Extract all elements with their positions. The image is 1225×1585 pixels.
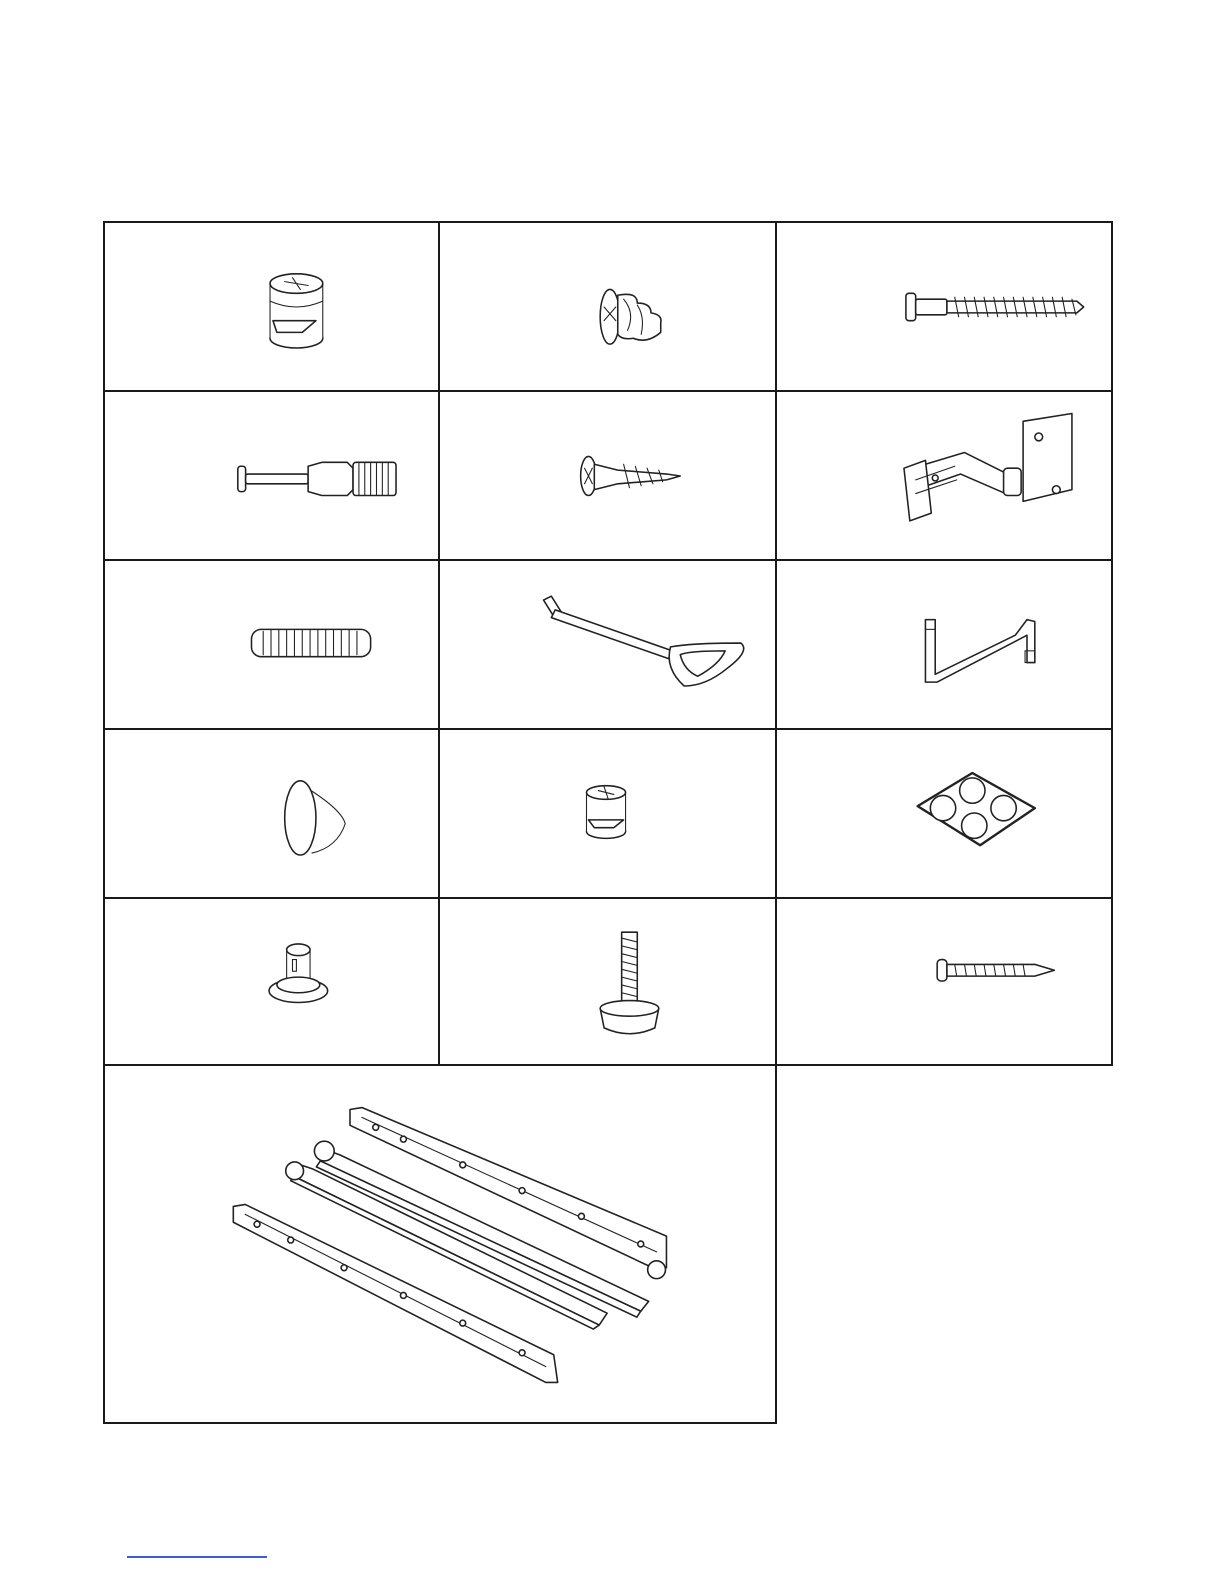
short-screw-icon — [440, 392, 775, 559]
cover-cap-icon — [105, 730, 438, 897]
parts-grid — [103, 221, 1113, 1424]
screwdriver-icon — [440, 561, 775, 728]
leveling-foot-icon — [440, 899, 775, 1064]
drywall-anchor-icon — [440, 223, 775, 390]
part-cell-short-screw — [438, 390, 777, 561]
part-cell-leveling-foot — [438, 897, 777, 1066]
footer-link-underline — [127, 1556, 267, 1558]
shelf-support-icon — [105, 899, 438, 1064]
drawer-slides-icon — [105, 1066, 775, 1422]
part-cell-cam-lock-small — [438, 728, 777, 899]
cam-lock-icon — [105, 223, 438, 390]
allen-key-icon — [777, 561, 1111, 728]
dowel-icon — [105, 561, 438, 728]
cam-bolt-icon — [777, 223, 1111, 390]
nail-icon — [777, 899, 1111, 1064]
hinge-icon — [777, 392, 1111, 559]
part-cell-drywall-anchor — [438, 221, 777, 392]
part-cell-cam-bolt-long — [775, 221, 1113, 392]
part-cell-connector-bolt — [103, 390, 440, 561]
part-cell-wood-dowel — [103, 559, 440, 730]
part-cell-allen-key — [775, 559, 1113, 730]
part-cell-drawer-slides — [103, 1064, 777, 1424]
part-cell-shelf-support — [103, 897, 440, 1066]
part-cell-nail — [775, 897, 1113, 1066]
part-cell-cover-cap — [103, 728, 440, 899]
part-cell-screwdriver-tool — [438, 559, 777, 730]
cam-lock-icon — [440, 730, 775, 897]
bumper-pads-icon — [777, 730, 1111, 897]
part-cell-cabinet-hinge — [775, 390, 1113, 561]
connector-bolt-icon — [105, 392, 438, 559]
part-cell-bumper-pads — [775, 728, 1113, 899]
part-cell-cam-lock-large — [103, 221, 440, 392]
